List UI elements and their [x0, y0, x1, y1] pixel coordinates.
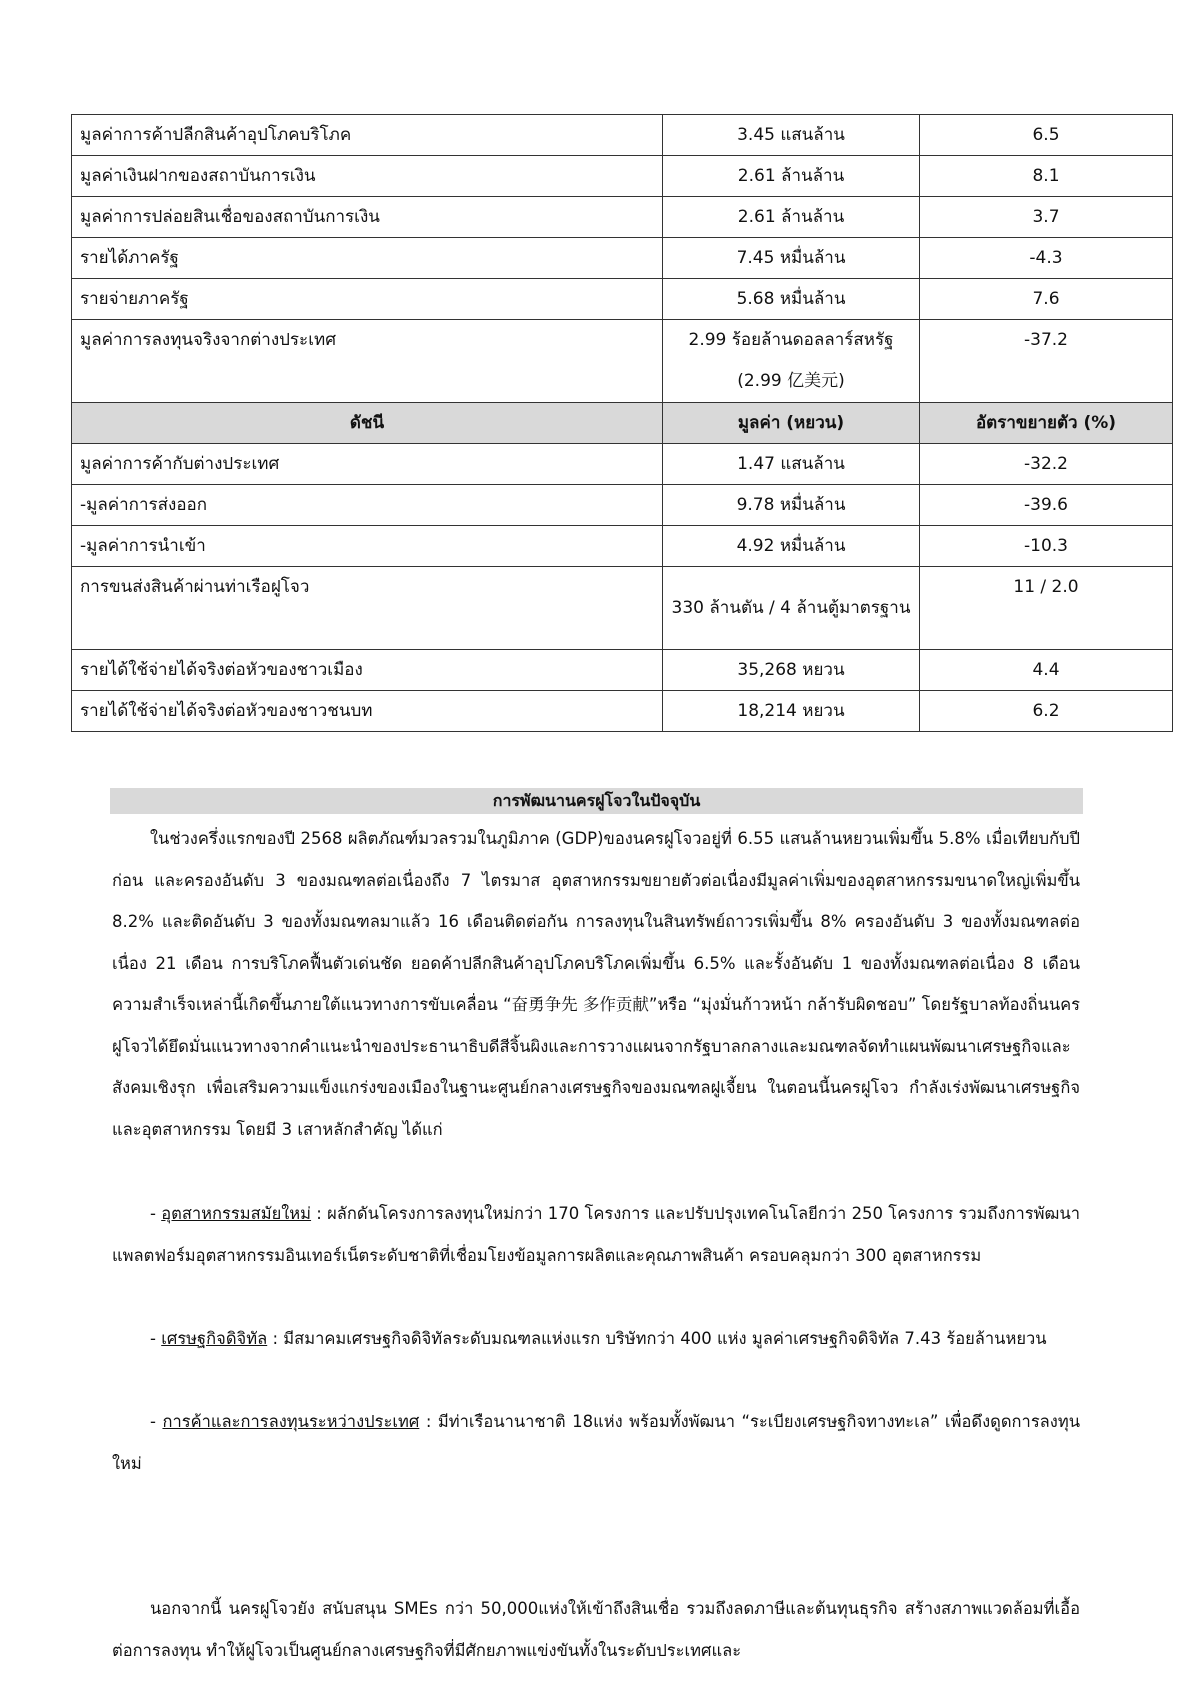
indicator-label: รายได้ใช้จ่ายได้จริงต่อหัวของชาวเมือง — [72, 650, 663, 691]
table-row — [72, 567, 1173, 650]
table-header-row — [72, 403, 1173, 444]
indicator-value: 5.68 หมื่นล้าน — [663, 279, 920, 320]
bullet-industry — [112, 1193, 1080, 1276]
indicator-growth: -4.3 — [920, 238, 1173, 279]
intro-paragraph: ในช่วงครึ่งแรกของปี 2568 ผลิตภัณฑ์มวลรวมในภูมิภาค (GDP)ของนครฝูโจวอยู่ที่ 6.55 แสนล้านหยวนเพิ่มขึ้น 5.8% เมื่อเทียบกับปีก่อน และครองอันดับ 3 ของมณฑลต่อเนื่องถึง 7 ไตรมาส อุตสาหกรรมขยายตัวต่อเนื่องมีมูลค่าเพิ่มของอุตสาหกรรมขนาดใหญ่เพิ่มขึ้น 8.2% และติดอันดับ 3 ของทั้งมณฑลมาแล้ว 16 เดือนติดต่อกัน การลงทุนในสินทรัพย์ถาวรเพิ่มขึ้น 8% ครองอันดับ 3 ของทั้งมณฑลต่อเนื่อง 21 เดือน การบริโภคฟื้นตัวเด่นชัด ยอดค้าปลีกสินค้าอุปโภคบริโภคเพิ่มขึ้น 6.5% และรั้งอันดับ 1 ของทั้งมณฑลต่อเนื่อง 8 เดือน ความสำเร็จเหล่านี้เกิดขึ้นภายใต้แนวทางการขับเคลื่อน “奋勇争先 多作贡献”หรือ “มุ่งมั่นก้าวหน้า กล้ารับผิดชอบ” โดยรัฐบาลท้องถิ่นนครฝูโจวได้ยึดมั่นแนวทางจากคำแนะนำของประธานาธิบดีสีจิ้นผิงและการวางแผนจากรัฐบาลกลางและมณฑลจัดทำแผนพัฒนาเศรษฐกิจและสังคมเชิงรุก เพื่อเสริมความแข็งแกร่งของเมืองในฐานะศูนย์กลางเศรษฐกิจของมณฑลฝูเจี้ยน ในตอนนี้นครฝูโจว กำลังเร่งพัฒนาเศรษฐกิจและอุตสาหกรรม โดยมี 3 เสาหลักสำคัญ ได้แก่ — [112, 829, 1080, 1139]
economic-indicators-table — [71, 114, 1173, 732]
indicator-value: 4.92 หมื่นล้าน — [663, 526, 920, 567]
bullet-prefix: - — [150, 1412, 163, 1431]
table-row — [72, 526, 1173, 567]
indicator-label: มูลค่าการปล่อยสินเชื่อของสถาบันการเงิน — [72, 197, 663, 238]
table-row — [72, 485, 1173, 526]
table-row — [72, 115, 1173, 156]
table-row — [72, 320, 1173, 403]
bullet-prefix: - — [150, 1329, 162, 1348]
indicator-value: 2.61 ล้านล้าน — [663, 197, 920, 238]
indicator-value: 18,214 หยวน — [663, 691, 920, 732]
indicator-value: 330 ล้านตัน / 4 ล้านตู้มาตรฐาน — [663, 567, 920, 650]
table-row — [72, 197, 1173, 238]
indicator-value: 1.47 แสนล้าน — [663, 444, 920, 485]
indicator-value: 3.45 แสนล้าน — [663, 115, 920, 156]
indicator-value: 2.61 ล้านล้าน — [663, 156, 920, 197]
indicator-value: 35,268 หยวน — [663, 650, 920, 691]
indicator-label: การขนส่งสินค้าผ่านท่าเรือฝูโจว — [72, 567, 663, 650]
indicator-label: รายจ่ายภาครัฐ — [72, 279, 663, 320]
closing-paragraph: นอกจากนี้ นครฝูโจวยัง สนับสนุน SMEs กว่า 50,000แห่งให้เข้าถึงสินเชื่อ รวมถึงลดภาษีและต้นทุนธุรกิจ สร้างสภาพแวดล้อมที่เอื้อต่อการลงทุน ทำให้ฝูโจวเป็นศูนย์กลางเศรษฐกิจที่มีศักยภาพแข่งขันทั้งในระดับประเทศและ — [112, 1599, 1080, 1660]
section-title: การพัฒนานครฝูโจวในปัจจุบัน — [110, 788, 1083, 814]
header-value: มูลค่า (หยวน) — [663, 403, 920, 444]
indicator-growth: -10.3 — [920, 526, 1173, 567]
table-row — [72, 238, 1173, 279]
bullet-trade — [112, 1401, 1080, 1484]
indicator-growth: 11 / 2.0 — [920, 567, 1173, 650]
indicator-label: -มูลค่าการส่งออก — [72, 485, 663, 526]
indicator-growth: -39.6 — [920, 485, 1173, 526]
table-row — [72, 156, 1173, 197]
indicator-label: มูลค่าเงินฝากของสถาบันการเงิน — [72, 156, 663, 197]
bullet-text: : ผลักดันโครงการลงทุนใหม่กว่า 170 โครงการ และปรับปรุงเทคโนโลยีกว่า 250 โครงการ รวมถึงการพัฒนาแพลตฟอร์มอุตสาหกรรมอินเทอร์เน็ตระดับชาติที่เชื่อมโยงข้อมูลการผลิตและคุณภาพสินค้า ครอบคลุมกว่า 300 อุตสาหกรรม — [112, 1204, 1080, 1265]
bullet-title: การค้าและการลงทุนระหว่างประเทศ — [162, 1412, 420, 1431]
indicator-growth: -32.2 — [920, 444, 1173, 485]
indicator-growth: 6.2 — [920, 691, 1173, 732]
indicator-label: รายได้ภาครัฐ — [72, 238, 663, 279]
bullet-title: อุตสาหกรรมสมัยใหม่ — [161, 1204, 312, 1223]
indicator-growth: 3.7 — [920, 197, 1173, 238]
indicator-growth: 4.4 — [920, 650, 1173, 691]
header-index: ดัชนี — [72, 403, 663, 444]
indicator-growth: -37.2 — [920, 320, 1173, 403]
header-growth: อัตราขยายตัว (%) — [920, 403, 1173, 444]
bullet-digital — [112, 1318, 1080, 1360]
indicator-value: 7.45 หมื่นล้าน — [663, 238, 920, 279]
indicator-growth: 7.6 — [920, 279, 1173, 320]
indicator-growth: 8.1 — [920, 156, 1173, 197]
table-row — [72, 444, 1173, 485]
bullet-text: : มีสมาคมเศรษฐกิจดิจิทัลระดับมณฑลแห่งแรก บริษัทกว่า 400 แห่ง มูลค่าเศรษฐกิจดิจิทัล 7.43 ร้อยล้านหยวน — [267, 1329, 1047, 1348]
indicator-label: รายได้ใช้จ่ายได้จริงต่อหัวของชาวชนบท — [72, 691, 663, 732]
indicator-label: มูลค่าการค้ากับต่างประเทศ — [72, 444, 663, 485]
bullet-text: : มีท่าเรือนานาชาติ 18แห่ง พร้อมทั้งพัฒนา “ระเบียงเศรษฐกิจทางทะเล” เพื่อดึงดูดการลงทุนใหม่ — [112, 1412, 1080, 1473]
table-row — [72, 650, 1173, 691]
indicator-growth: 6.5 — [920, 115, 1173, 156]
indicator-value: 2.99 ร้อยล้านดอลลาร์สหรัฐ (2.99 亿美元) — [663, 320, 920, 403]
table-row — [72, 279, 1173, 320]
indicator-label: มูลค่าการค้าปลีกสินค้าอุปโภคบริโภค — [72, 115, 663, 156]
indicator-label: -มูลค่าการนำเข้า — [72, 526, 663, 567]
indicator-value: 9.78 หมื่นล้าน — [663, 485, 920, 526]
table-row — [72, 691, 1173, 732]
bullet-prefix: - — [150, 1204, 162, 1223]
indicator-label: มูลค่าการลงทุนจริงจากต่างประเทศ — [72, 320, 663, 403]
bullet-title: เศรษฐกิจดิจิทัล — [161, 1329, 268, 1348]
